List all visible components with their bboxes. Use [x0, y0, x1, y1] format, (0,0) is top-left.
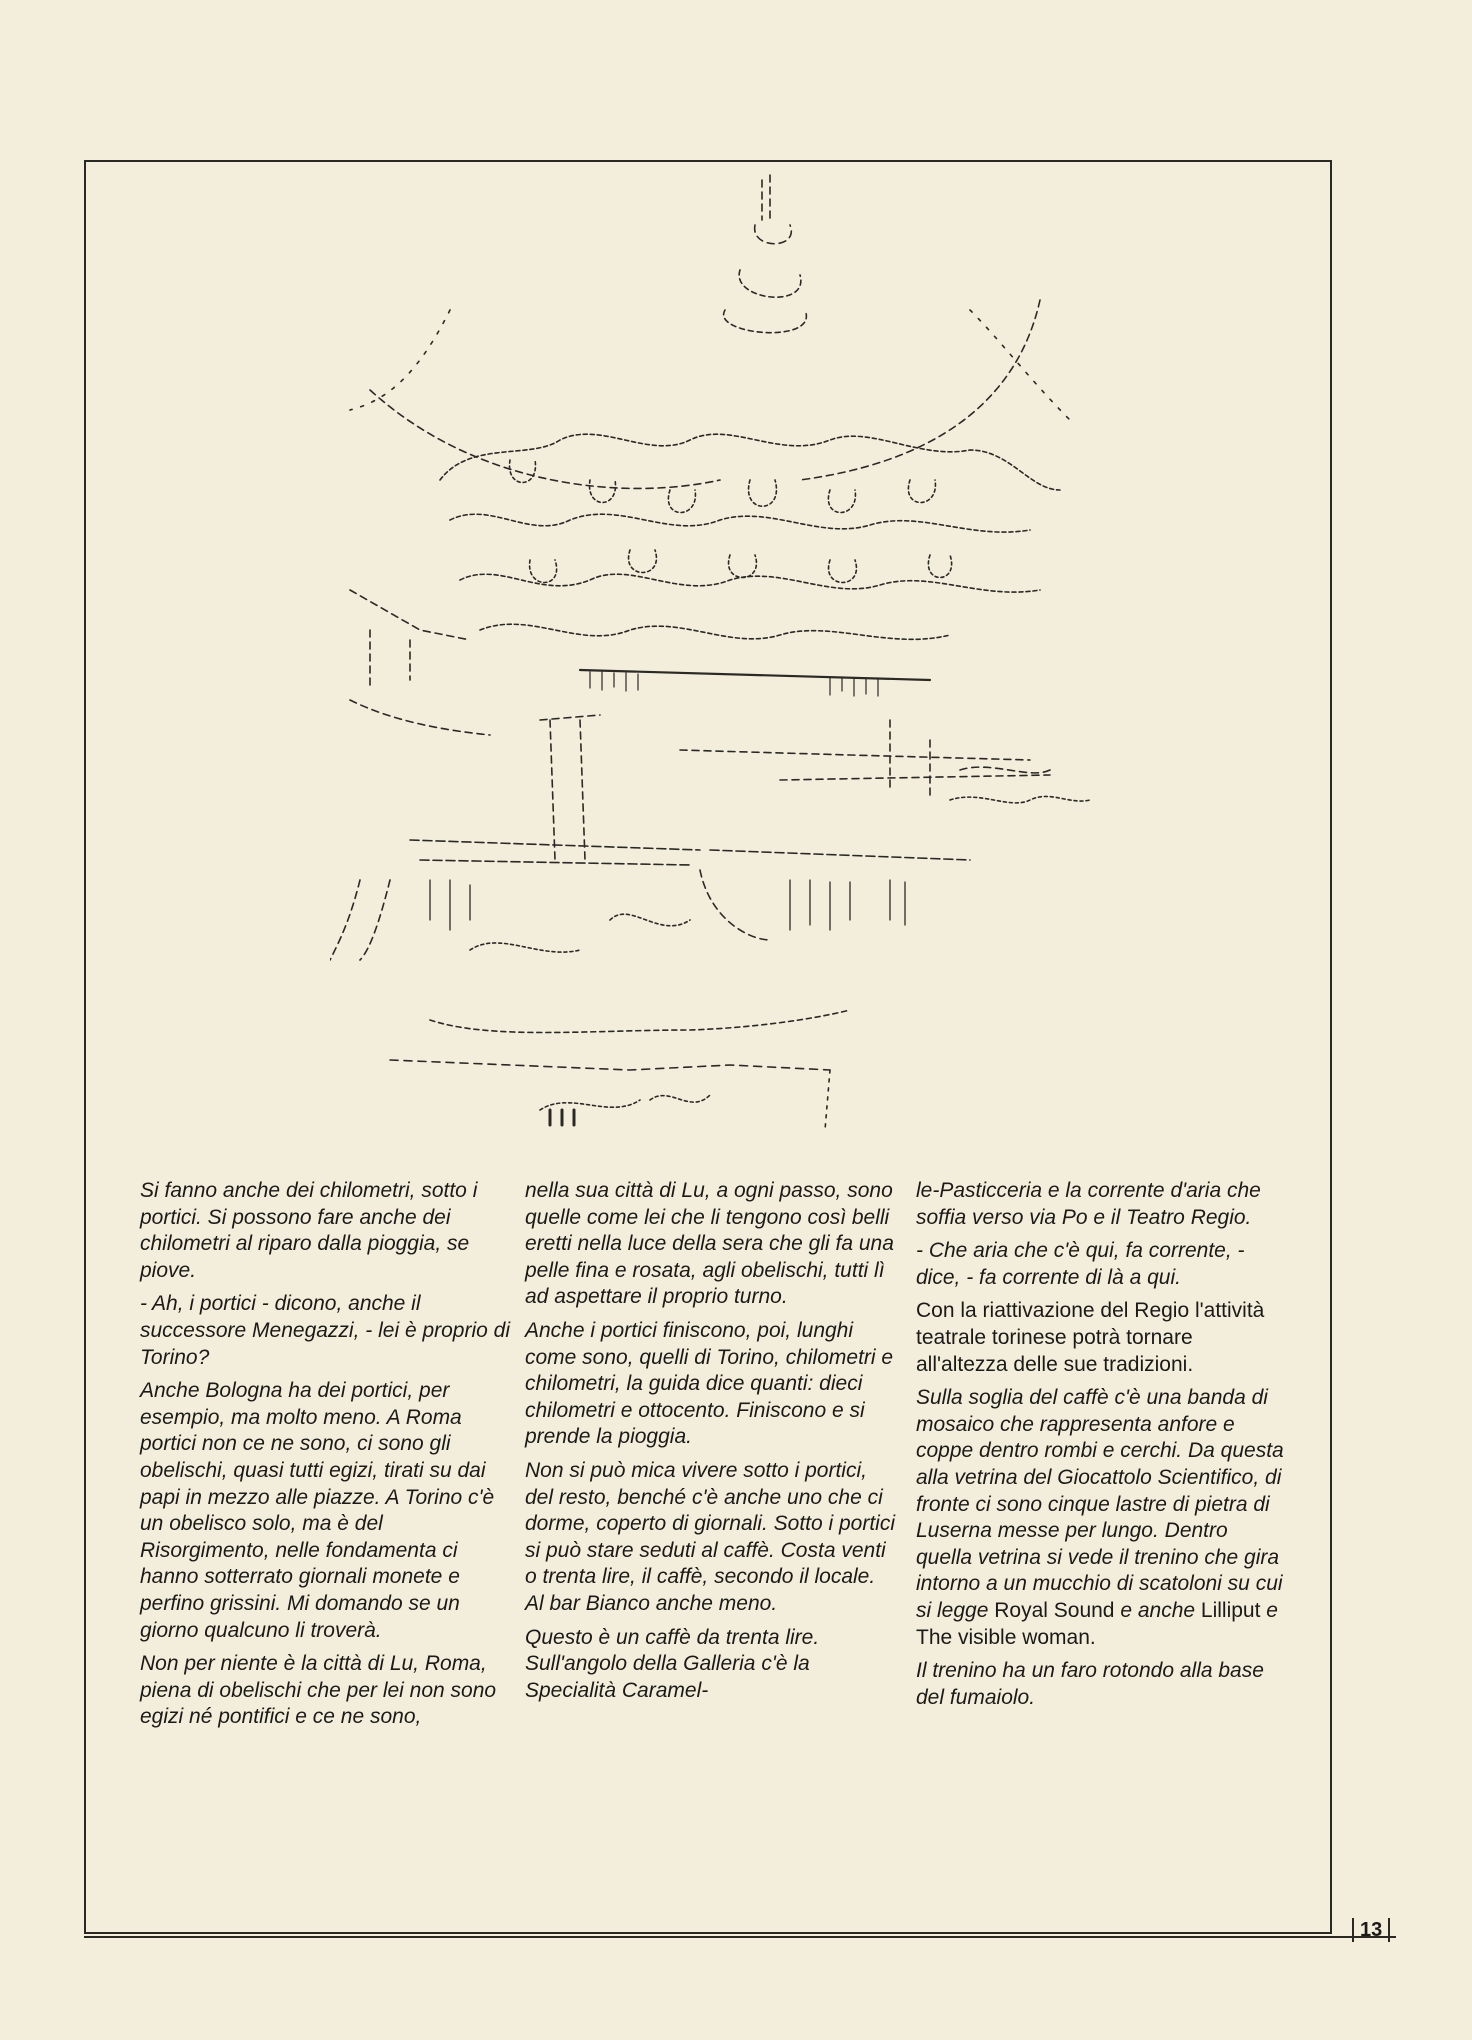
paragraph: nella sua città di Lu, a ogni passo, sono quelle come lei che li tengono così belli eretti nella luce della sera che gli fa una pelle fina e rosata, agli obelischi, tutti lì ad aspettare il proprio turno.: [525, 1179, 894, 1309]
paragraph: Questo è un caffè da trenta lire. Sull'angolo della Galleria c'è la Specialità Caramel-: [525, 1625, 820, 1702]
text-column-2: [525, 1178, 895, 1711]
toy-label: Royal Sound: [994, 1598, 1115, 1622]
paragraph-text: e anche: [1120, 1598, 1196, 1622]
paragraph: Si fanno anche dei chilometri, sotto i portici. Si possono fare anche dei chilometri al riparo dalla pioggia, se piove.: [140, 1179, 478, 1282]
toy-label: The visible woman.: [916, 1625, 1096, 1649]
text-column-1: [140, 1178, 510, 1738]
paragraph: Non per niente è la città di Lu, Roma, piena di obelischi che per lei non sono egizi né pontifici e ce ne sono,: [140, 1652, 497, 1729]
paragraph: le-Pasticceria e la corrente d'aria che soffia verso via Po e il Teatro Regio.: [916, 1179, 1261, 1229]
paragraph-text: Sulla soglia del caffè c'è una banda di mosaico che rappresenta anfore e coppe dentro rombi e cerchi. Da questa alla vetrina del Giocattolo Scientifico, di fronte ci sono cinque lastre di pietra di Luserna messe per lungo. Dentro quella vetrina si vede il trenino che gira intorno a un mucchio di scatoloni su cui si legge: [916, 1386, 1284, 1622]
text-column-3: [916, 1178, 1286, 1718]
paragraph: Anche i portici finiscono, poi, lunghi come sono, quelli di Torino, chilometri e chilometri, la guida dice quanti: dieci chilometri e ottocento. Finiscono e si prende la pioggia.: [525, 1318, 894, 1449]
paragraph: - Ah, i portici - dicono, anche il successore Menegazzi, - lei è proprio di Torino?: [140, 1292, 511, 1369]
toy-label: Lilliput: [1200, 1598, 1261, 1622]
paragraph-text: e: [1266, 1598, 1278, 1622]
bottom-rule: [84, 1936, 1396, 1938]
page-number: 13: [1352, 1918, 1390, 1942]
scan-edge: [0, 0, 6, 2040]
paragraph: Il trenino ha un faro rotondo alla base del fumaiolo.: [916, 1659, 1264, 1709]
paragraph: Non si può mica vivere sotto i portici, del resto, benché c'è anche uno che ci dorme, coperto di giornali. Sotto i portici si può stare seduti al caffè. Costa venti o trenta lire, il caffè, secondo il locale. Al bar Bianco anche meno.: [525, 1458, 896, 1615]
paragraph: - Che aria che c'è qui, fa corrente, - dice, - fa corrente di là a qui.: [916, 1239, 1245, 1289]
paragraph: [916, 1385, 1286, 1651]
sketch-illustration: [330, 160, 1110, 1160]
paragraph: Con la riattivazione del Regio l'attività teatrale torinese potrà tornare all'altezza delle sue tradizioni.: [916, 1299, 1265, 1376]
paragraph: Anche Bologna ha dei portici, per esempio, ma molto meno. A Roma portici non ce ne sono, ci sono gli obelischi, quasi tutti egizi, tirati su dai papi in mezzo alle piazze. A Torino c'è un obelisco solo, ma è del Risorgimento, nelle fondamenta ci hanno sotterrato giornali monete e perfino grissini. Mi domando se un giorno qualcuno li troverà.: [140, 1379, 495, 1642]
